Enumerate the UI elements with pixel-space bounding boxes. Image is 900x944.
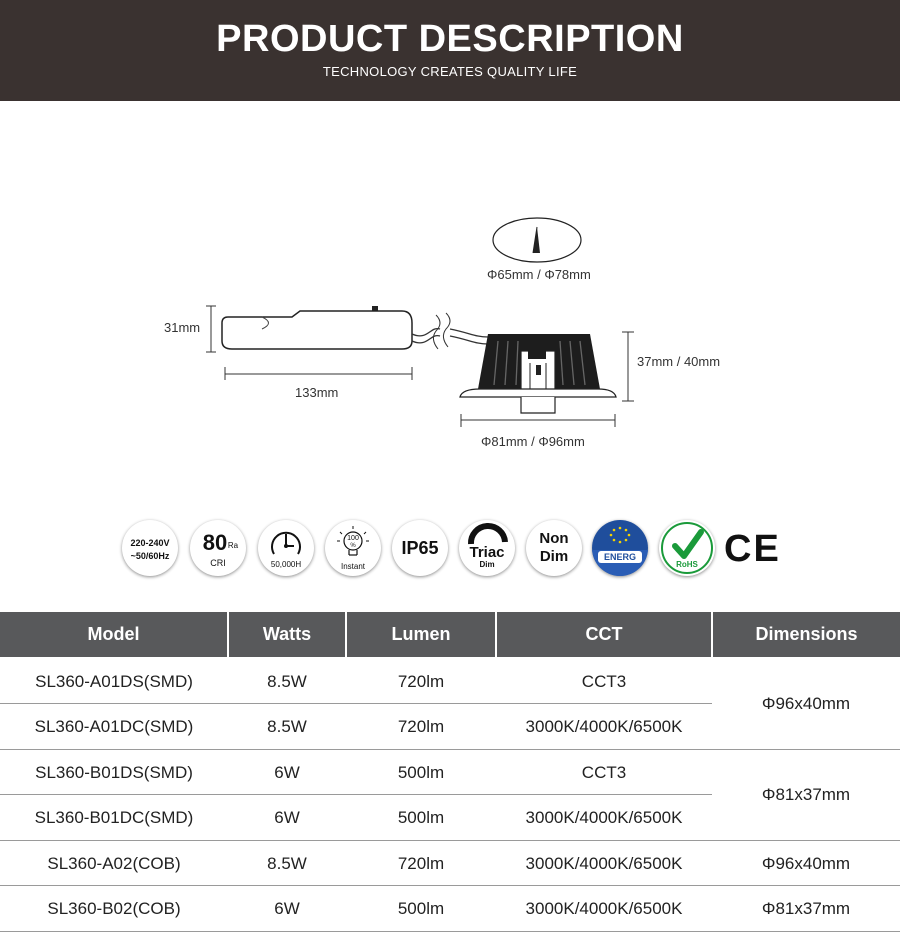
table-cell-cct: 3000K/4000K/6500K (525, 716, 683, 736)
table-cell-watts: 8.5W (267, 716, 307, 736)
downlight-body (460, 334, 616, 413)
non-dim-text-2: Dim (539, 548, 569, 565)
table-cell-watts: 6W (274, 762, 300, 782)
cri-label: CRI (210, 558, 226, 568)
lifetime-text: 50,000H (270, 560, 302, 569)
table-cell-model: SL360-B01DS(SMD) (35, 762, 193, 782)
table-cell-lumen: 720lm (397, 671, 445, 691)
table-cell-dimensions: Φ96x40mm (761, 853, 851, 873)
table-cell-watts: 8.5W (267, 853, 307, 873)
cutout-diagram (493, 218, 581, 262)
voltage-frequency-text: ~50/60Hz (130, 551, 170, 561)
header-cct: CCT (497, 612, 711, 657)
table-cell-model: SL360-A02(COB) (47, 853, 181, 873)
table-cell-cct: CCT3 (581, 762, 627, 782)
header-watts: Watts (229, 612, 345, 657)
table-cell-watts: 8.5W (267, 671, 307, 691)
table-cell-watts: 6W (274, 898, 300, 918)
non-dim-icon (526, 520, 582, 576)
table-cell-dimensions: Φ81x37mm (761, 785, 851, 804)
voltage-icon (122, 520, 178, 576)
product-drawing-svg (0, 101, 900, 511)
page-title: PRODUCT DESCRIPTION (216, 18, 684, 60)
lamp-diameter-dimension (461, 414, 615, 427)
table-cell-lumen: 720lm (397, 716, 445, 736)
header-model: Model (0, 612, 227, 657)
table-cell-watts: 6W (274, 807, 300, 827)
table-cell-lumen: 500lm (397, 762, 445, 782)
table-cell-cct: 3000K/4000K/6500K (525, 853, 683, 873)
ip-rating-text: IP65 (401, 538, 439, 558)
table-cell-cct: 3000K/4000K/6500K (525, 898, 683, 918)
lifetime-icon (258, 520, 314, 576)
connecting-cable (412, 313, 488, 349)
table-cell-lumen: 500lm (397, 807, 445, 827)
page-subtitle: TECHNOLOGY CREATES QUALITY LIFE (322, 64, 578, 79)
technical-drawing (0, 101, 900, 511)
table-cell-lumen: 500lm (397, 898, 445, 918)
ip-rating-icon (392, 520, 448, 576)
driver-box (222, 306, 412, 349)
table-cell-dimensions: Φ81x37mm (761, 898, 851, 918)
lamp-height-dimension (622, 332, 634, 401)
rohs-icon (659, 520, 715, 576)
table-cell-cct: CCT3 (581, 671, 627, 691)
triac-dim-icon (459, 520, 515, 576)
table-cell-lumen: 720lm (397, 853, 445, 873)
instant-unit: % (350, 543, 356, 549)
triac-dim-text: Dim (479, 560, 495, 569)
cutout-label: Φ65mm / Φ78mm (487, 267, 591, 282)
header-banner (0, 0, 900, 101)
table-cell-model: SL360-B02(COB) (47, 898, 181, 918)
driver-length-dimension (225, 367, 412, 380)
voltage-range-text: 220-240V (130, 538, 170, 548)
lamp-diameter-label: Φ81mm / Φ96mm (481, 434, 585, 449)
ce-mark: CE (724, 528, 781, 570)
cri-value: 80 (202, 530, 228, 555)
cri-icon (190, 520, 246, 576)
lamp-height-label: 37mm / 40mm (637, 354, 721, 369)
energy-text: ENERG (603, 552, 636, 562)
energy-label-icon (592, 520, 648, 576)
row-divider (0, 931, 900, 932)
instant-on-icon (325, 520, 381, 576)
header-lumen: Lumen (347, 612, 495, 657)
table-cell-model: SL360-A01DS(SMD) (35, 671, 193, 691)
driver-length-label: 133mm (295, 385, 339, 400)
triac-text: Triac (469, 544, 505, 561)
instant-label: Instant (340, 562, 365, 571)
table-cell-cct: 3000K/4000K/6500K (525, 807, 683, 827)
header-dimensions: Dimensions (713, 612, 900, 657)
instant-value: 100 (347, 535, 359, 542)
driver-height-label: 31mm (164, 320, 201, 335)
eu-energy-icon (592, 520, 648, 576)
driver-height-dimension (206, 306, 216, 352)
non-dim-text-1: Non (539, 530, 569, 547)
cri-unit: Ra (227, 541, 239, 550)
feature-icons-row (118, 520, 798, 580)
table-cell-dimensions: Φ96x40mm (761, 694, 851, 713)
table-cell-model: SL360-B01DC(SMD) (34, 807, 194, 827)
table-cell-model: SL360-A01DC(SMD) (34, 716, 194, 736)
rohs-text: RoHS (676, 560, 698, 569)
